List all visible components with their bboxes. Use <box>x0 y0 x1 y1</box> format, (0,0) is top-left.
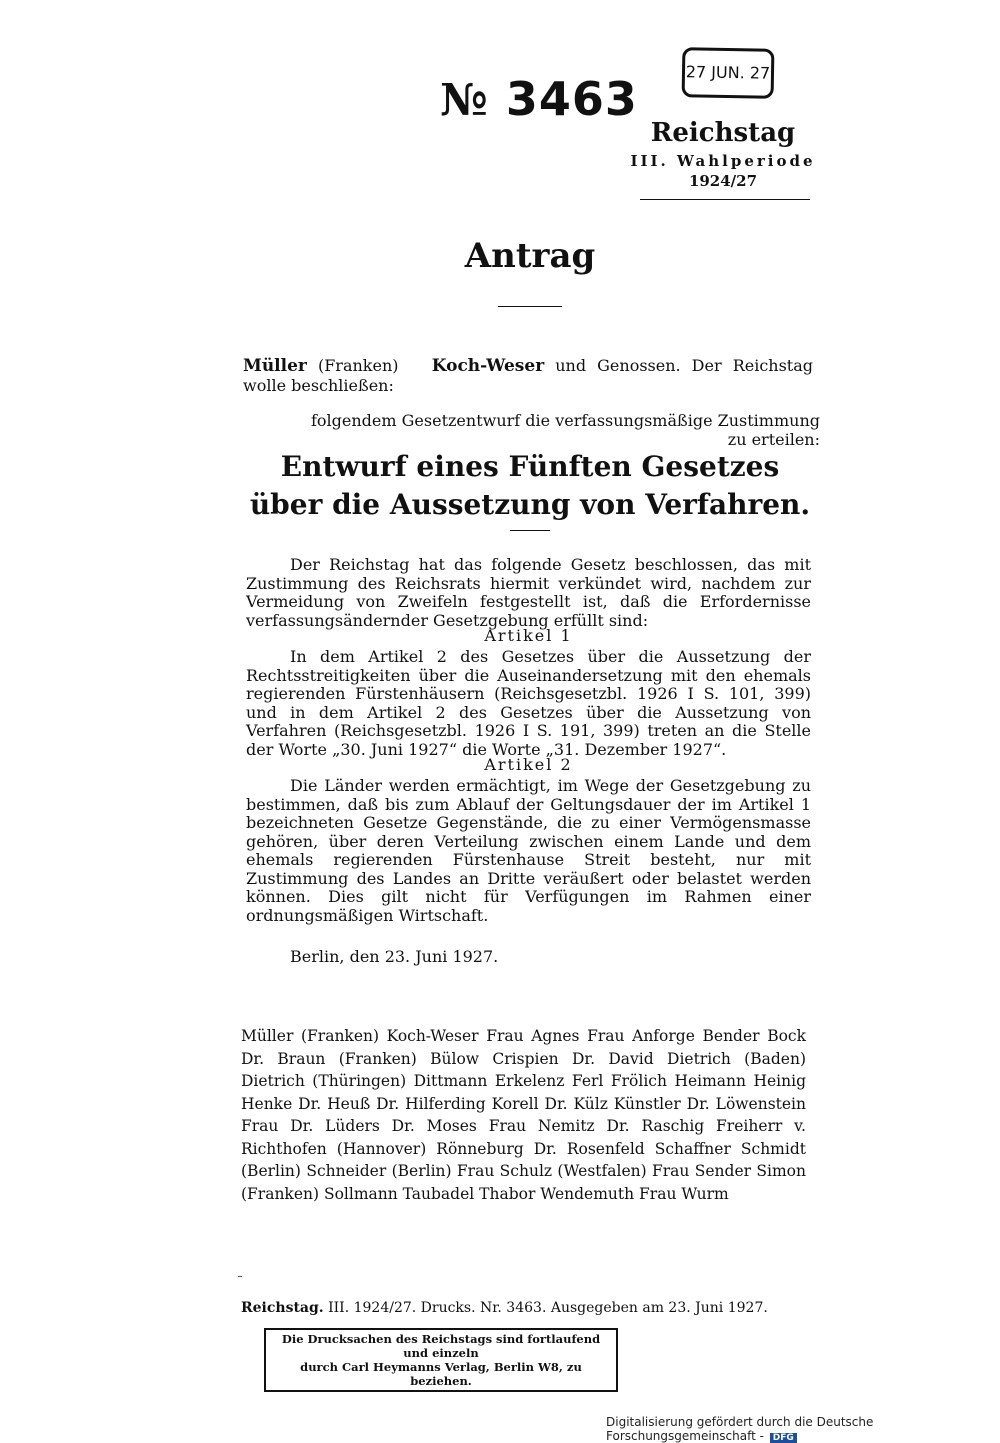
election-period: III. Wahlperiode <box>630 152 816 170</box>
reichstag-header <box>628 118 818 190</box>
title-divider <box>510 530 550 531</box>
preamble: Der Reichstag hat das folgende Gesetz beschlossen, das mit Zustimmung des Reichsrats hiermit verkündet wird, nachdem zur Vermeidung von Zweifeln festgestellt ist, daß die Erfordernisse verfassungsändernder Gesetzgebung erfüllt sind: <box>246 555 811 630</box>
bill-title-line2: über die Aussetzung von Verfahren. <box>249 488 811 521</box>
proposer-1-detail: (Franken) <box>317 356 399 375</box>
motion-text: und Genossen. Der Reichstag wolle beschließen: <box>243 356 814 395</box>
proposer-1: Müller <box>243 356 307 376</box>
notice-line-1: Die Drucksachen des Reichstags sind fortlaufend und einzeln <box>281 1332 601 1360</box>
print-info <box>241 1300 781 1316</box>
article-2-heading: Artikel 2 <box>484 755 573 774</box>
bill-title <box>0 448 1000 524</box>
signatories: Müller (Franken) Koch-Weser Frau Agnes Frau Anforge Bender Bock Dr. Braun (Franken) Bülow Crispien Dr. David Dietrich (Baden) Dietrich (Thüringen) Dittmann Erkelenz Ferl Frölich Heimann Heinig Henke Dr. Heuß Dr. Hilferding Korell Dr. Külz Künstler Dr. Löwenstein Frau Dr. Lüders Dr. Moses Frau Nemitz Dr. Raschig Freiherr v. Richthofen (Hannover) Rönneburg Dr. Rosenfeld Schaffner Schmidt (Berlin) Schneider (Berlin) Frau Schulz (Westfalen) Frau Sender Simon (Franken) Sollmann Taubadel Thabor Wendemuth Frau Wurm <box>241 1027 806 1203</box>
document-type-heading: Antrag <box>464 236 596 276</box>
distribution-notice <box>264 1328 618 1392</box>
dfg-logo: DFG <box>770 1433 797 1443</box>
motion-text-line2: folgendem Gesetzentwurf die verfassungsmäßige Zustimmung zu erteilen: <box>310 411 820 449</box>
article-2-text: Die Länder werden ermächtigt, im Wege der Gesetzgebung zu bestimmen, daß bis zum Ablauf der Geltungsdauer der im Artikel 1 bezeichneten Gesetze Gegenstände, die zu einer Vermögensmasse gehören, über deren Verteilung zwischen einem Lande und dem ehemals regierenden Fürstenhause Streit besteht, nur mit Zustimmung des Landes an Dritte veräußert oder belastet werden können. Dies gilt nicht für Verfügungen im Rahmen einer ordnungsmäßigen Wirtschaft. <box>246 776 811 925</box>
credit-text: Digitalisierung gefördert durch die Deutsche Forschungsgemeinschaft - <box>606 1415 874 1443</box>
proposer-2: Koch-Weser <box>431 356 545 376</box>
print-info-text: III. 1924/27. Drucks. Nr. 3463. Ausgegeben am 23. Juni 1927. <box>328 1300 768 1316</box>
print-info-institution: Reichstag. <box>241 1300 324 1316</box>
heading-divider <box>498 306 562 307</box>
article-1-heading: Artikel 1 <box>484 626 573 645</box>
motion-intro <box>243 356 813 396</box>
number-sign: № <box>440 75 489 126</box>
margin-mark <box>238 1276 242 1277</box>
header-divider <box>640 199 810 200</box>
digitization-credit <box>606 1415 1000 1443</box>
date-line: Berlin, den 23. Juni 1927. <box>290 947 499 966</box>
article-1-text: In dem Artikel 2 des Gesetzes über die Aussetzung der Rechtsstreitigkeiten über die Auseinandersetzung mit den ehemals regierenden Fürstenhäusern (Reichsgesetzbl. 1926 I S. 101, 399) und in dem Artikel 2 des Gesetzes über die Aussetzung von Verfahren (Reichsgesetzbl. 1926 I S. 191, 399) treten an die Stelle der Worte „30. Juni 1927“ die Worte „31. Dezember 1927“. <box>246 647 811 759</box>
period-years: 1924/27 <box>688 172 758 190</box>
document-number-value: 3463 <box>505 72 638 126</box>
notice-line-2: durch Carl Heymanns Verlag, Berlin W8, zu beziehen. <box>300 1360 582 1388</box>
institution-name: Reichstag <box>650 118 796 148</box>
document-number <box>440 72 638 126</box>
bill-title-line1: Entwurf eines Fünften Gesetzes <box>280 450 780 483</box>
date-stamp: 27 JUN. 27 <box>682 47 775 99</box>
